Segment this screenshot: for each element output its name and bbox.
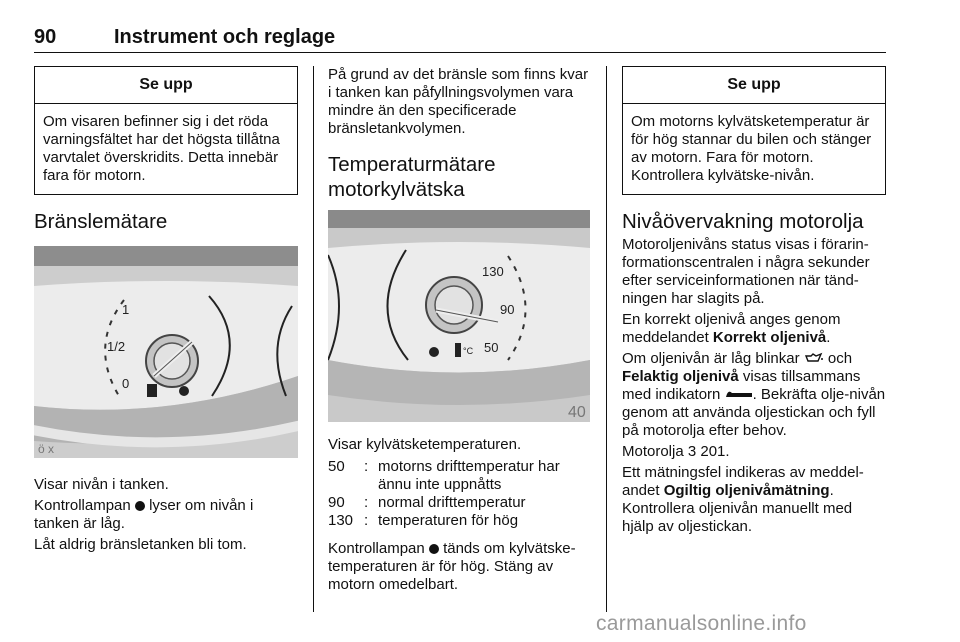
oil-correct-text — [622, 311, 886, 347]
text-span: Kontrollampan — [34, 497, 135, 514]
column-middle — [328, 66, 590, 594]
text-span: Ett mätningsfel indikeras av meddel-andet — [622, 464, 864, 499]
gauge-label-empty: 0 — [122, 376, 130, 391]
oil-error-text — [622, 464, 886, 500]
page-reference-icon[interactable]: 3 — [687, 443, 697, 460]
oil-reference — [622, 443, 886, 461]
column-left — [34, 66, 298, 554]
section-heading-oil: Nivåövervakning motorolja — [622, 210, 864, 233]
text-span: Kontrollampan — [328, 540, 429, 557]
coolant-legend — [328, 458, 590, 530]
text-span: . — [826, 329, 831, 346]
message-correct-oil-level: Korrekt oljenivå — [712, 329, 827, 346]
coolant-gauge-illustration — [328, 210, 590, 422]
oil-low-text — [622, 350, 886, 440]
legend-sep: : — [364, 512, 369, 529]
fuel-volume-note: På grund av det bränsle som finns kvar i tanken kan påfyllningsvolymen vara mindre än den specificerade bränsletankvolymen. — [328, 66, 589, 137]
text-span: En korrekt oljenivå anges genom meddelandet — [622, 311, 841, 346]
text-span: 201. — [696, 443, 730, 460]
caution-title: Se upp — [623, 67, 885, 104]
page-title: Instrument och reglage — [114, 26, 336, 48]
coolant-lamp-text — [328, 540, 590, 594]
caution-text: Om visaren befinner sig i det röda varningsfältet har det högsta tillåtna varvtalet överskridits. Detta innebär fara för motorn. — [43, 113, 280, 184]
gauge-label-side: 40 — [568, 404, 586, 421]
svg-text:ö x: ö x — [38, 442, 55, 456]
warning-lamp-icon — [429, 544, 439, 554]
oil-can-icon — [804, 352, 824, 364]
warning-lamp-icon — [135, 501, 145, 511]
legend-text: temperaturen för hög — [378, 512, 519, 529]
gauge-label-full: 1 — [122, 302, 130, 317]
page-number: 90 — [34, 26, 57, 48]
fuel-warning: Låt aldrig bränsletanken bli tom. — [34, 536, 247, 553]
text-span: Om oljenivån är låg blinkar — [622, 350, 804, 367]
page-header — [34, 22, 886, 53]
text-span: Motorolja — [622, 443, 688, 460]
legend-sep: : — [364, 494, 369, 511]
text-span: och — [823, 350, 853, 367]
watermark: carmanualsonline.info — [596, 612, 807, 635]
text-span: lyser om nivån i tanken är låg. — [34, 497, 254, 532]
gauge-label-130: 130 — [482, 264, 504, 279]
legend-key: 50 — [328, 458, 345, 475]
caution-box — [622, 66, 886, 195]
oil-manual-check: Kontrollera oljenivån manuellt med hjälp av oljestickan. — [622, 500, 853, 535]
fuel-lamp-text — [34, 497, 298, 533]
legend-row — [328, 494, 590, 512]
legend-text: motorns drifttemperatur har ännu inte uppnåtts — [378, 458, 560, 493]
legend-key: 90 — [328, 494, 345, 511]
column-divider — [313, 66, 314, 612]
fuel-gauge-illustration — [34, 246, 298, 458]
coolant-caption: Visar kylvätsketemperaturen. — [328, 436, 522, 453]
gauge-label-50: 50 — [484, 340, 499, 355]
legend-row — [328, 512, 590, 530]
column-right — [622, 66, 886, 536]
legend-key: 130 — [328, 512, 354, 529]
text-span: visas tillsammans med indikatorn — [622, 368, 861, 403]
indicator-icon — [725, 388, 753, 400]
fuel-desc: Visar nivån i tanken. — [34, 476, 169, 493]
section-heading-fuel: Bränslemätare — [34, 210, 168, 233]
column-divider — [606, 66, 607, 612]
text-span: . Bekräfta olje-nivån genom att använda oljestickan och fyll på motorolja efter behov. — [622, 386, 886, 439]
section-heading-coolant: Temperaturmätare motorkylvätska — [328, 153, 496, 201]
svg-text:°C: °C — [463, 346, 474, 356]
legend-sep: : — [364, 458, 369, 475]
legend-text: normal drifttemperatur — [378, 494, 526, 511]
text-span: . — [829, 482, 834, 499]
caution-text: Om motorns kylvätsketemperatur är för hög stannar du bilen och stänger av motorn. Fara för motorn. Kontrollera kylvätske-nivån. — [631, 113, 872, 184]
gauge-label-half: 1/2 — [107, 339, 126, 354]
caution-title: Se upp — [35, 67, 297, 104]
oil-status-text: Motoroljenivåns status visas i förarin-formationscentralen i några sekunder efter serviceinformationen när tänd-ningen har slagits på. — [622, 236, 870, 307]
text-span: tänds om kylvätske-temperaturen är för hög. Stäng av motorn omedelbart. — [328, 540, 576, 593]
gauge-label-90: 90 — [500, 302, 515, 317]
caution-box — [34, 66, 298, 195]
legend-row — [328, 458, 590, 494]
message-invalid-measurement: Ogiltig oljenivåmätning — [663, 482, 830, 499]
message-wrong-oil-level: Felaktig oljenivå — [622, 368, 739, 385]
